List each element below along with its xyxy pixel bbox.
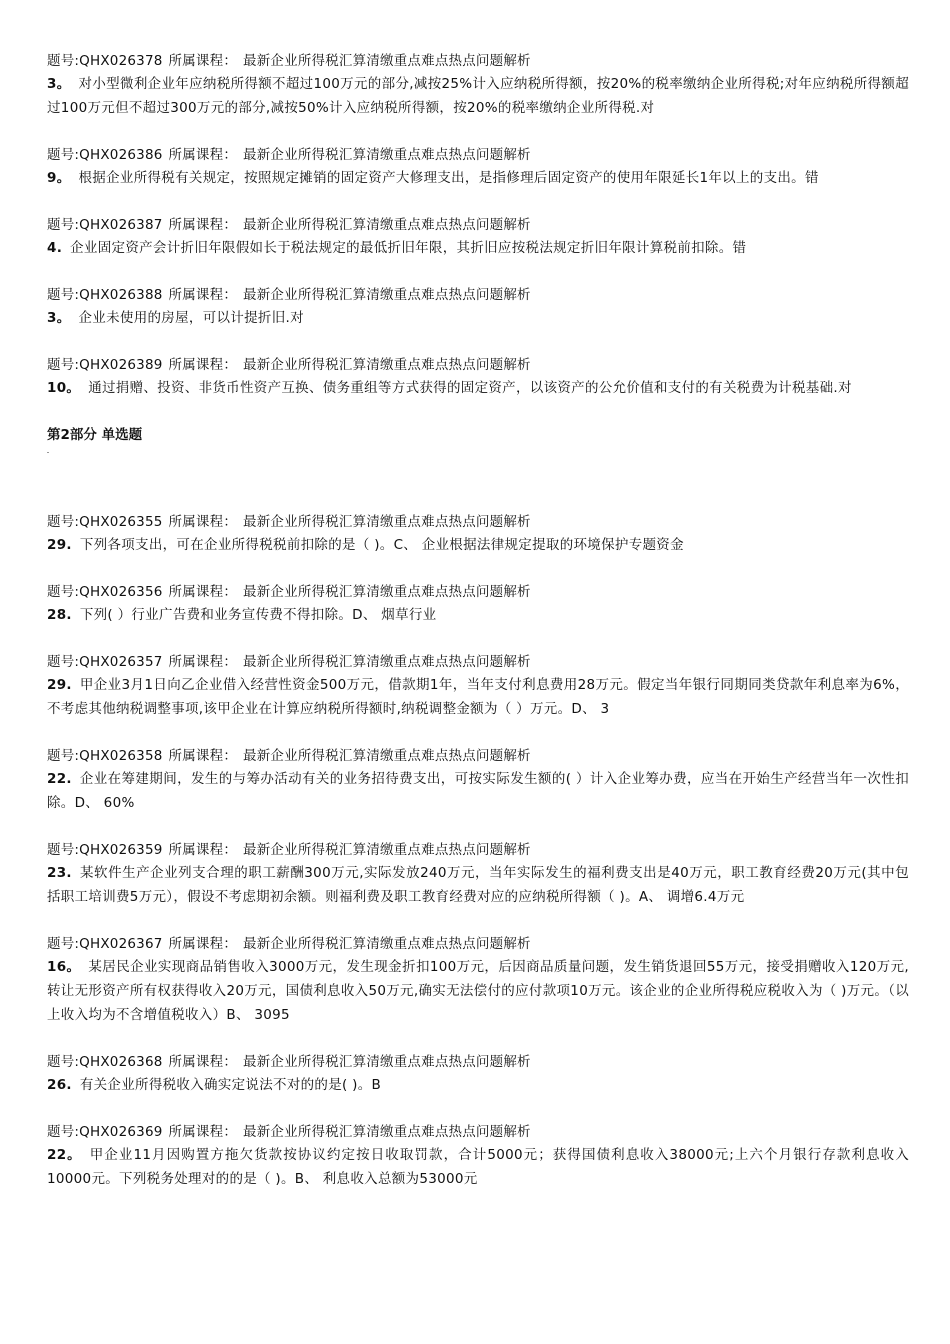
question-text: 22. 企业在筹建期间，发生的与筹办活动有关的业务招待费支出，可按实际发生额的( ）计入企业筹办费，应当在开始生产经营当年一次性扣除。D、 60% (47, 771, 909, 811)
question-id: QHX026359 (79, 842, 163, 858)
question-text: 23. 某软件生产企业列支合理的职工薪酬300万元,实际发放240万元，当年实际发生的福利费支出是40万元，职工教育经费20万元(其中包括职工培训费5万元），假设不考虑期初余额。则福利费及职工教育经费对应的应纳税所得额（ )。A、 调增6.4万元 (47, 865, 909, 905)
question-text: 4. 企业固定资产会计折旧年限假如长于税法规定的最低折旧年限，其折旧应按税法规定折旧年限计算税前扣除。错 (47, 240, 747, 256)
question-block (47, 933, 909, 1027)
course-name: 最新企业所得税汇算清缴重点难点热点问题解析 (243, 654, 531, 670)
question-block (47, 581, 909, 627)
question-id: QHX026358 (79, 748, 163, 764)
question-id: QHX026388 (79, 287, 163, 303)
question-number: 22. (47, 771, 72, 787)
question-text: 29. 甲企业3月1日向乙企业借入经营性资金500万元，借款期1年，当年支付利息费用28万元。假定当年银行同期同类贷款年利息率为6%，不考虑其他纳税调整事项,该甲企业在计算应纳税所得额时,纳税调整金额为（ ）万元。D、 3 (47, 677, 909, 717)
question-text: 26. 有关企业所得税收入确实定说法不对的的是( )。B (47, 1077, 382, 1093)
question-block (47, 1121, 909, 1191)
question-block (47, 284, 909, 330)
question-block (47, 50, 909, 120)
question-number: 9。 (47, 170, 71, 186)
question-meta: 题号:QHX026378 所属课程： 最新企业所得税汇算清缴重点难点热点问题解析 (47, 53, 531, 69)
course-name: 最新企业所得税汇算清缴重点难点热点问题解析 (243, 147, 531, 163)
question-id: QHX026357 (79, 654, 163, 670)
course-name: 最新企业所得税汇算清缴重点难点热点问题解析 (243, 1054, 531, 1070)
question-meta: 题号:QHX026359 所属课程： 最新企业所得税汇算清缴重点难点热点问题解析 (47, 842, 531, 858)
question-meta: 题号:QHX026357 所属课程： 最新企业所得税汇算清缴重点难点热点问题解析 (47, 654, 531, 670)
question-number: 23. (47, 865, 72, 881)
question-text: 22。 甲企业11月因购置方拖欠货款按协议约定按日收取罚款，合计5000元；获得国债利息收入38000元;上六个月银行存款利息收入10000元。下列税务处理对的的是（ )。B、 利息收入总额为53000元 (47, 1147, 910, 1187)
question-id: QHX026387 (79, 217, 163, 233)
course-name: 最新企业所得税汇算清缴重点难点热点问题解析 (243, 842, 531, 858)
course-name: 最新企业所得税汇算清缴重点难点热点问题解析 (243, 584, 531, 600)
course-name: 最新企业所得税汇算清缴重点难点热点问题解析 (243, 53, 531, 69)
question-number: 4. (47, 240, 63, 256)
question-block (47, 144, 909, 190)
question-text: 16。 某居民企业实现商品销售收入3000万元，发生现金折扣100万元，后因商品质量问题，发生销货退回55万元，接受捐赠收入120万元,转让无形资产所有权获得收入20万元，国债利息收入50万元,确实无法偿付的应付款项10万元。该企业的企业所得税应税收入为（ )万元。（以上收入均为不含增值税收入）B、 3095 (47, 959, 909, 1023)
course-name: 最新企业所得税汇算清缴重点难点热点问题解析 (243, 217, 531, 233)
question-block (47, 651, 909, 721)
question-block (47, 214, 909, 260)
question-meta: 题号:QHX026358 所属课程： 最新企业所得税汇算清缴重点难点热点问题解析 (47, 748, 531, 764)
course-name: 最新企业所得税汇算清缴重点难点热点问题解析 (243, 287, 531, 303)
question-text: 3。 对小型微利企业年应纳税所得额不超过100万元的部分,减按25%计入应纳税所得额，按20%的税率缴纳企业所得税;对年应纳税所得额超过100万元但不超过300万元的部分,减按50%计入应纳税所得额，按20%的税率缴纳企业所得税.对 (47, 76, 909, 116)
question-number: 22。 (47, 1147, 82, 1163)
question-block (47, 354, 909, 400)
course-name: 最新企业所得税汇算清缴重点难点热点问题解析 (243, 936, 531, 952)
question-meta: 题号:QHX026369 所属课程： 最新企业所得税汇算清缴重点难点热点问题解析 (47, 1124, 531, 1140)
question-number: 29. (47, 677, 72, 693)
question-id: QHX026378 (79, 53, 163, 69)
question-meta: 题号:QHX026389 所属课程： 最新企业所得税汇算清缴重点难点热点问题解析 (47, 357, 531, 373)
question-number: 10。 (47, 380, 81, 396)
question-text: 28. 下列( ）行业广告费和业务宣传费不得扣除。D、 烟草行业 (47, 607, 437, 623)
question-meta: 题号:QHX026388 所属课程： 最新企业所得税汇算清缴重点难点热点问题解析 (47, 287, 531, 303)
question-meta: 题号:QHX026356 所属课程： 最新企业所得税汇算清缴重点难点热点问题解析 (47, 584, 531, 600)
question-block (47, 745, 909, 815)
section-heading: 第2部分 单选题 (47, 424, 909, 453)
question-id: QHX026389 (79, 357, 163, 373)
question-id: QHX026386 (79, 147, 163, 163)
question-text: 29. 下列各项支出，可在企业所得税税前扣除的是（ )。C、 企业根据法律规定提取的环境保护专题资金 (47, 537, 684, 553)
question-block (47, 511, 909, 557)
section-marker (47, 452, 49, 453)
question-text: 9。 根据企业所得税有关规定，按照规定摊销的固定资产大修理支出，是指修理后固定资产的使用年限延长1年以上的支出。错 (47, 170, 819, 186)
question-id: QHX026356 (79, 584, 163, 600)
question-block (47, 839, 909, 909)
course-name: 最新企业所得税汇算清缴重点难点热点问题解析 (243, 1124, 531, 1140)
question-meta: 题号:QHX026368 所属课程： 最新企业所得税汇算清缴重点难点热点问题解析 (47, 1054, 531, 1070)
question-text: 10。 通过捐赠、投资、非货币性资产互换、债务重组等方式获得的固定资产，以该资产的公允价值和支付的有关税费为计税基础.对 (47, 380, 852, 396)
question-id: QHX026368 (79, 1054, 163, 1070)
question-id: QHX026355 (79, 514, 163, 530)
question-meta: 题号:QHX026367 所属课程： 最新企业所得税汇算清缴重点难点热点问题解析 (47, 936, 531, 952)
course-name: 最新企业所得税汇算清缴重点难点热点问题解析 (243, 357, 531, 373)
document-page (47, 50, 909, 1215)
question-block (47, 1051, 909, 1097)
course-name: 最新企业所得税汇算清缴重点难点热点问题解析 (243, 514, 531, 530)
question-id: QHX026369 (79, 1124, 163, 1140)
question-meta: 题号:QHX026386 所属课程： 最新企业所得税汇算清缴重点难点热点问题解析 (47, 147, 531, 163)
question-number: 29. (47, 537, 72, 553)
question-text: 3。 企业未使用的房屋，可以计提折旧.对 (47, 310, 304, 326)
question-number: 3。 (47, 310, 71, 326)
question-id: QHX026367 (79, 936, 163, 952)
course-name: 最新企业所得税汇算清缴重点难点热点问题解析 (243, 748, 531, 764)
question-number: 3。 (47, 76, 71, 92)
question-meta: 题号:QHX026355 所属课程： 最新企业所得税汇算清缴重点难点热点问题解析 (47, 514, 531, 530)
question-number: 16。 (47, 959, 81, 975)
question-number: 26. (47, 1077, 72, 1093)
question-meta: 题号:QHX026387 所属课程： 最新企业所得税汇算清缴重点难点热点问题解析 (47, 217, 531, 233)
question-number: 28. (47, 607, 72, 623)
